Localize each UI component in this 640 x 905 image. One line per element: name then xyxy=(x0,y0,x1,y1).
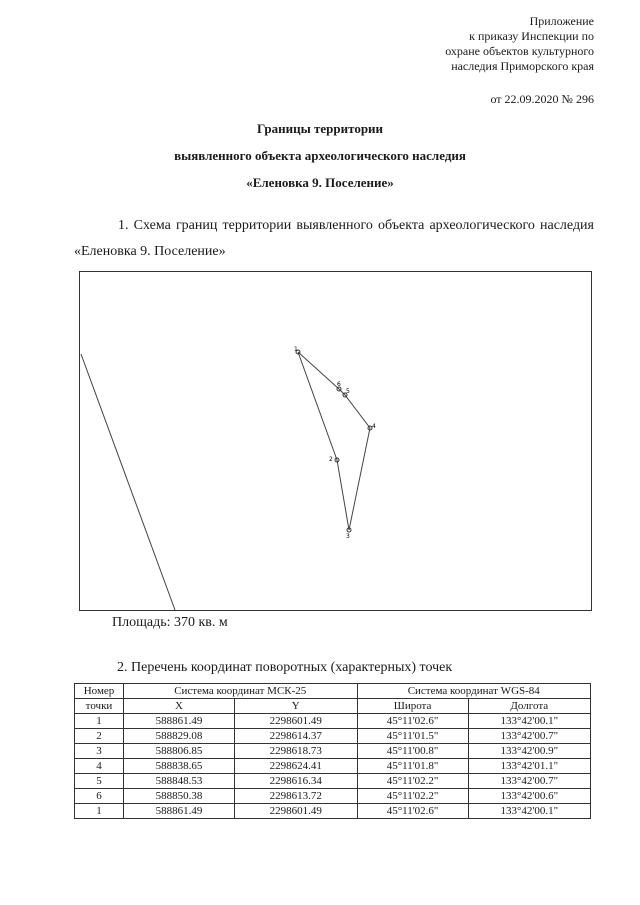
cell-y: 2298616.34 xyxy=(235,774,357,789)
header-wgs: Система координат WGS-84 xyxy=(357,684,591,699)
cell-lon: 133°42'00.7" xyxy=(468,729,590,744)
appendix-line: наследия Приморского края xyxy=(451,59,594,73)
cell-lat: 45°11'02.2" xyxy=(357,789,468,804)
area-text: Площадь: 370 кв. м xyxy=(112,615,228,630)
appendix-line: Приложение xyxy=(529,14,594,28)
cell-lat: 45°11'02.6" xyxy=(357,804,468,819)
cell-n: 4 xyxy=(75,759,124,774)
point-label: 3 xyxy=(346,533,350,540)
cell-n: 1 xyxy=(75,804,124,819)
cell-y: 2298614.37 xyxy=(235,729,357,744)
table-row xyxy=(75,714,591,729)
point-label: 4 xyxy=(372,423,376,430)
header-y: Y xyxy=(235,699,357,714)
point-label: 6 xyxy=(337,381,341,388)
header-msk: Система координат МСК-25 xyxy=(124,684,358,699)
cell-lon: 133°42'00.6" xyxy=(468,789,590,804)
cell-y: 2298601.49 xyxy=(235,714,357,729)
road-line xyxy=(81,354,175,610)
cell-y: 2298618.73 xyxy=(235,744,357,759)
cell-n: 1 xyxy=(75,714,124,729)
table-row xyxy=(75,789,591,804)
table-header-row xyxy=(75,684,591,699)
header-text: Номер xyxy=(83,684,115,697)
cell-x: 588838.65 xyxy=(124,759,235,774)
scheme-drawing xyxy=(80,272,591,610)
cell-x: 588850.38 xyxy=(124,789,235,804)
header-point-number xyxy=(75,684,124,699)
section1-heading: 1. Схема границ территории выявленного объекта археологического наследия «Еленовка 9. Поселение» xyxy=(74,218,594,259)
appendix-line: к приказу Инспекции по xyxy=(469,29,594,43)
table-row xyxy=(75,804,591,819)
table-row xyxy=(75,744,591,759)
boundary-point-4 xyxy=(368,423,376,430)
boundary-point-5 xyxy=(343,388,350,397)
cell-y: 2298613.72 xyxy=(235,789,357,804)
boundary-point-2 xyxy=(329,456,339,463)
cell-x: 588829.08 xyxy=(124,729,235,744)
cell-n: 2 xyxy=(75,729,124,744)
point-label: 5 xyxy=(346,388,350,395)
cell-lon: 133°42'00.1" xyxy=(468,714,590,729)
cell-n: 5 xyxy=(75,774,124,789)
boundary-polygon xyxy=(298,352,370,530)
coordinates-table xyxy=(74,683,591,819)
cell-lon: 133°42'00.7" xyxy=(468,774,590,789)
coordinates-body xyxy=(75,714,591,819)
appendix-line: охране объектов культурного xyxy=(445,44,594,58)
point-label: 2 xyxy=(329,456,333,463)
point-label: 1 xyxy=(294,346,298,353)
boundary-scheme xyxy=(79,271,592,611)
cell-x: 588861.49 xyxy=(124,714,235,729)
cell-lat: 45°11'01.8" xyxy=(357,759,468,774)
cell-lon: 133°42'01.1" xyxy=(468,759,590,774)
cell-n: 6 xyxy=(75,789,124,804)
document-title-line3: «Еленовка 9. Поселение» xyxy=(246,175,394,190)
table-row xyxy=(75,729,591,744)
section2-heading: 2. Перечень координат поворотных (характерных) точек xyxy=(117,660,453,675)
table-header-row xyxy=(75,699,591,714)
header-x: X xyxy=(124,699,235,714)
header-lon: Долгота xyxy=(468,699,590,714)
cell-lat: 45°11'01.5" xyxy=(357,729,468,744)
table-row xyxy=(75,774,591,789)
appendix-block xyxy=(354,14,594,74)
cell-n: 3 xyxy=(75,744,124,759)
cell-lat: 45°11'00.8" xyxy=(357,744,468,759)
cell-y: 2298624.41 xyxy=(235,759,357,774)
order-reference: от 22.09.2020 № 296 xyxy=(490,92,594,106)
cell-lon: 133°42'00.1" xyxy=(468,804,590,819)
cell-x: 588861.49 xyxy=(124,804,235,819)
cell-y: 2298601.49 xyxy=(235,804,357,819)
table-row xyxy=(75,759,591,774)
header-lat: Широта xyxy=(357,699,468,714)
cell-lon: 133°42'00.9" xyxy=(468,744,590,759)
cell-lat: 45°11'02.6" xyxy=(357,714,468,729)
document-title-line2: выявленного объекта археологического наследия xyxy=(174,148,466,163)
cell-lat: 45°11'02.2" xyxy=(357,774,468,789)
cell-x: 588806.85 xyxy=(124,744,235,759)
document-title-line1: Границы территории xyxy=(256,121,384,136)
cell-x: 588848.53 xyxy=(124,774,235,789)
header-point-number-2: точки xyxy=(75,699,124,714)
